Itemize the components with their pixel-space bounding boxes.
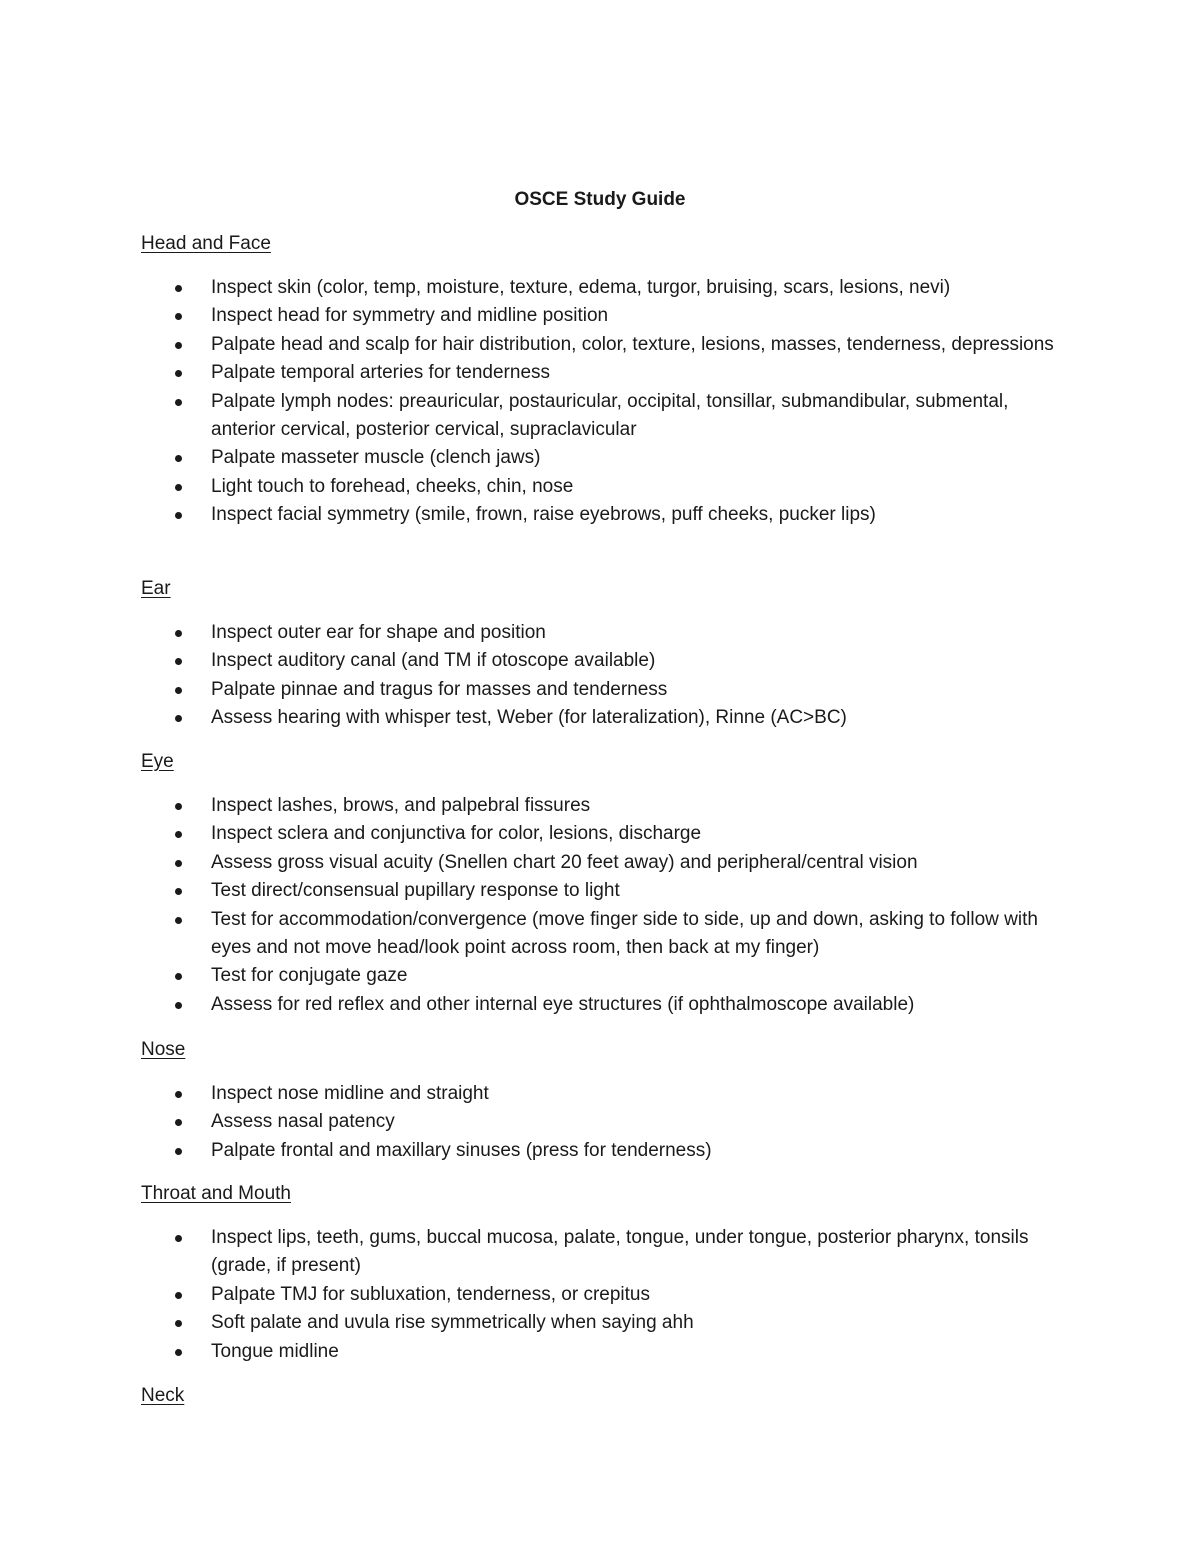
section-heading: Nose <box>141 1039 186 1060</box>
bullet-icon <box>175 342 182 349</box>
section-heading: Neck <box>141 1385 185 1406</box>
bullet-icon <box>175 1292 182 1299</box>
bullet-list <box>0 1224 1200 1366</box>
list-item <box>0 274 1200 302</box>
list-item <box>0 388 1200 445</box>
bullet-icon <box>175 1119 182 1126</box>
bullet-list <box>0 1080 1200 1165</box>
list-item-text: Palpate frontal and maxillary sinuses (press for tenderness) <box>211 1139 712 1161</box>
bullet-icon <box>175 1148 182 1155</box>
bullet-list <box>0 274 1200 530</box>
list-item-text: Inspect nose midline and straight <box>211 1083 489 1104</box>
bullet-icon <box>175 687 182 694</box>
list-item <box>0 1281 1200 1309</box>
list-item <box>0 359 1200 387</box>
bullet-list <box>0 619 1200 733</box>
list-item <box>0 991 1200 1019</box>
bullet-icon <box>175 1349 182 1356</box>
list-item-text: Assess for red reflex and other internal eye structures (if ophthalmoscope available) <box>211 993 915 1015</box>
bullet-icon <box>175 630 182 637</box>
list-item <box>0 473 1200 501</box>
bullet-icon <box>175 831 182 838</box>
list-item-text: Inspect lips, teeth, gums, buccal mucosa, palate, tongue, under tongue, posterior pharynx, tonsils (grade, if present) <box>211 1227 1029 1277</box>
list-item-text: Inspect head for symmetry and midline position <box>211 305 609 327</box>
section-heading: Head and Face <box>141 233 271 254</box>
bullet-icon <box>175 1002 182 1009</box>
list-item-text: Palpate TMJ for subluxation, tenderness, or crepitus <box>211 1283 650 1305</box>
bullet-icon <box>175 888 182 895</box>
list-item-text: Inspect skin (color, temp, moisture, texture, edema, turgor, bruising, scars, lesions, nevi) <box>211 277 951 298</box>
bullet-list <box>0 792 1200 1019</box>
list-item <box>0 1338 1200 1366</box>
section-heading: Ear <box>141 578 171 599</box>
list-item <box>0 906 1200 963</box>
list-item <box>0 877 1200 905</box>
list-item <box>0 849 1200 877</box>
list-item-text: Soft palate and uvula rise symmetrically when saying ahh <box>211 1312 694 1334</box>
list-item-text: Test direct/consensual pupillary response to light <box>211 880 620 902</box>
list-item-text: Palpate lymph nodes: preauricular, postauricular, occipital, tonsillar, submandibular, submental, anterior cervical, posterior cervical, supraclavicular <box>211 390 1009 441</box>
list-item-text: Palpate head and scalp for hair distribution, color, texture, lesions, masses, tenderness, depressions <box>211 333 1054 355</box>
bullet-icon <box>175 1235 182 1242</box>
list-item <box>0 444 1200 472</box>
list-item-text: Palpate pinnae and tragus for masses and tenderness <box>211 678 668 700</box>
bullet-icon <box>175 803 182 810</box>
list-item <box>0 1224 1200 1281</box>
list-item-text: Assess nasal patency <box>211 1111 395 1133</box>
list-item <box>0 647 1200 675</box>
section-heading: Throat and Mouth <box>141 1183 291 1204</box>
list-item <box>0 1080 1200 1108</box>
bullet-icon <box>175 285 182 292</box>
list-item-text: Inspect sclera and conjunctiva for color, lesions, discharge <box>211 823 702 845</box>
list-item-text: Test for conjugate gaze <box>211 965 408 987</box>
list-item-text: Inspect lashes, brows, and palpebral fissures <box>211 795 591 816</box>
bullet-icon <box>175 512 182 519</box>
bullet-icon <box>175 399 182 406</box>
list-item <box>0 619 1200 647</box>
list-item <box>0 1108 1200 1136</box>
list-item <box>0 302 1200 330</box>
list-item <box>0 1309 1200 1337</box>
list-item <box>0 501 1200 529</box>
list-item <box>0 820 1200 848</box>
list-item-text: Assess hearing with whisper test, Weber (for lateralization), Rinne (AC>BC) <box>211 707 847 729</box>
list-item-text: Inspect outer ear for shape and position <box>211 622 546 643</box>
bullet-icon <box>175 917 182 924</box>
list-item-text: Inspect auditory canal (and TM if otoscope available) <box>211 650 656 672</box>
bullet-icon <box>175 455 182 462</box>
bullet-icon <box>175 484 182 491</box>
list-item-text: Test for accommodation/convergence (move finger side to side, up and down, asking to follow with eyes and not move head/look point across room, then back at my finger) <box>211 908 1038 959</box>
bullet-icon <box>175 860 182 867</box>
bullet-icon <box>175 370 182 377</box>
list-item <box>0 962 1200 990</box>
bullet-icon <box>175 1091 182 1098</box>
list-item <box>0 792 1200 820</box>
list-item <box>0 704 1200 732</box>
page-title: OSCE Study Guide <box>514 189 686 210</box>
list-item <box>0 1137 1200 1165</box>
section-heading: Eye <box>141 751 174 772</box>
bullet-icon <box>175 715 182 722</box>
list-item-text: Palpate masseter muscle (clench jaws) <box>211 447 541 469</box>
bullet-icon <box>175 313 182 320</box>
list-item <box>0 331 1200 359</box>
list-item-text: Assess gross visual acuity (Snellen chart 20 feet away) and peripheral/central vision <box>211 851 918 873</box>
list-item-text: Inspect facial symmetry (smile, frown, raise eyebrows, puff cheeks, pucker lips) <box>211 504 876 526</box>
list-item-text: Tongue midline <box>211 1340 339 1362</box>
bullet-icon <box>175 973 182 980</box>
bullet-icon <box>175 658 182 665</box>
list-item-text: Palpate temporal arteries for tenderness <box>211 362 551 384</box>
bullet-icon <box>175 1320 182 1327</box>
list-item-text: Light touch to forehead, cheeks, chin, nose <box>211 475 574 497</box>
list-item <box>0 676 1200 704</box>
